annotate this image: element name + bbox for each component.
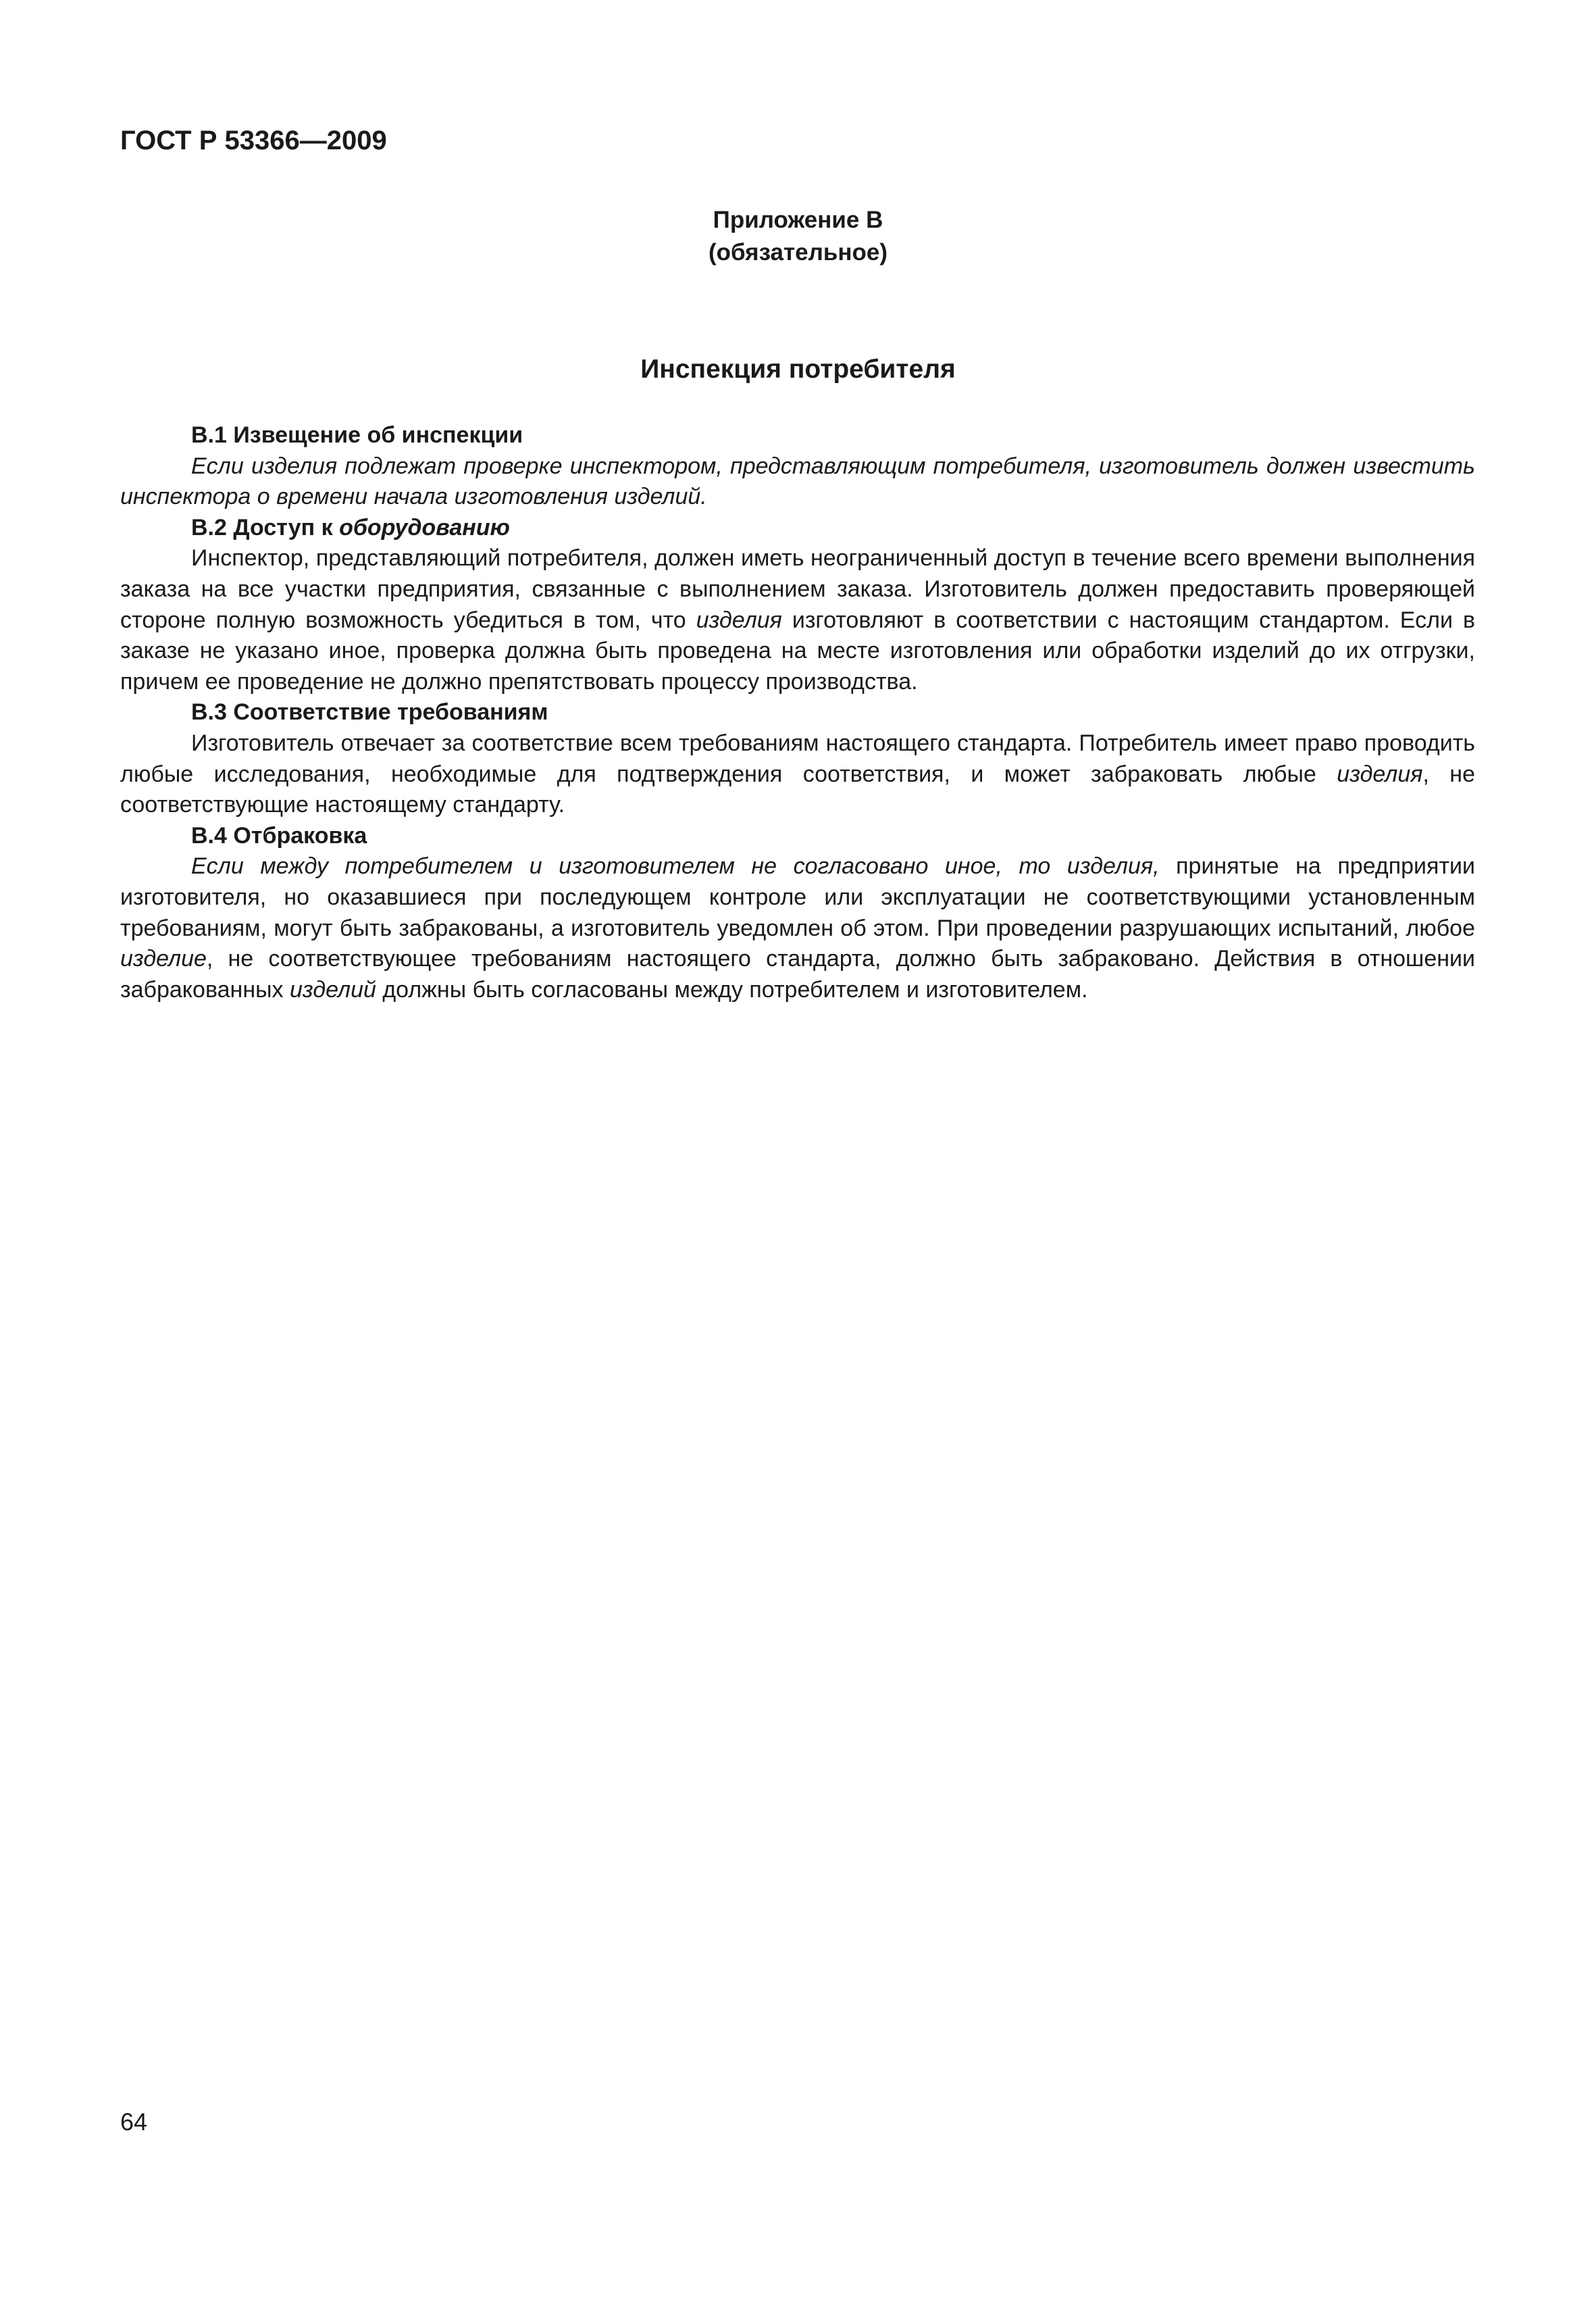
paragraph-text: , не соответствующее требованиям настоящего стандарта, должно быть забраковано. Действия в отношении забракованных [120, 946, 1475, 1003]
page-number: 64 [120, 2108, 148, 2136]
paragraph-text: Инспектор, представляющий потребителя, должен иметь неограниченный доступ в течение всего времени выполнения заказа на все участки предприятия, связанные с выполнением заказа. Изготовитель должен предоставить проверяющей стороне полную возможность убедиться в том, что [120, 545, 1475, 633]
section-heading-b3: В.3 Соответствие требованиям [191, 699, 548, 726]
paragraph-italic-text: Если между потребителем и изготовителем не согласовано иное, то изделия, [191, 853, 1160, 880]
section-heading-b4: В.4 Отбраковка [191, 822, 367, 849]
heading-italic-text: оборудованию [339, 514, 510, 540]
section-paragraph-b2 [120, 543, 1475, 697]
appendix-status: (обязательное) [708, 239, 887, 266]
paragraph-text: должны быть согласованы между потребителем и изготовителем. [376, 976, 1088, 1003]
paragraph-text: Изготовитель отвечает за соответствие всем требованиям настоящего стандарта. Потребитель имеет право проводить любые исследования, необходимые для подтверждения соответствия, и может забраковать любые [120, 730, 1475, 787]
paragraph-text: принятые на предприятии изготовителя, но оказавшиеся при последующем контроле или эксплуатации не соответствующими установленным требованиям, могут быть забракованы, а изготовитель уведомлен об этом. При проведении разрушающих испытаний, любое [120, 853, 1476, 941]
paragraph-italic-term: изделий [289, 976, 376, 1003]
appendix-heading [0, 204, 1596, 269]
document-code: ГОСТ Р 53366—2009 [120, 126, 387, 155]
paragraph-text: Если изделия подлежат проверке инспектором, представляющим потребителя, изготовитель должен известить инспектора о времени начала изготовления изделий. [120, 453, 1475, 510]
section-paragraph-b3 [120, 728, 1475, 821]
section-paragraph-b1 [120, 451, 1475, 513]
paragraph-text: , не соответствующие настоящему стандарту. [120, 761, 1475, 818]
appendix-body [120, 420, 1475, 1005]
section-paragraph-b4 [120, 851, 1475, 1005]
paragraph-italic-term: изделия [1337, 761, 1423, 787]
section-heading-b1: В.1 Извещение об инспекции [191, 422, 523, 448]
appendix-title: Инспекция потребителя [640, 355, 956, 384]
paragraph-text: изготовляют в соответствии с настоящим стандартом. Если в заказе не указано иное, проверка должна быть проведена на месте изготовления или обработки изделий до их отгрузки, причем ее проведение не должно препятствовать процессу производства. [120, 607, 1476, 695]
paragraph-italic-term: изделия [696, 607, 782, 633]
heading-number-text: В.2 Доступ к [191, 514, 340, 540]
section-heading-b2 [120, 513, 1475, 544]
appendix-label: Приложение В [713, 207, 883, 233]
paragraph-italic-term: изделие [120, 946, 207, 972]
